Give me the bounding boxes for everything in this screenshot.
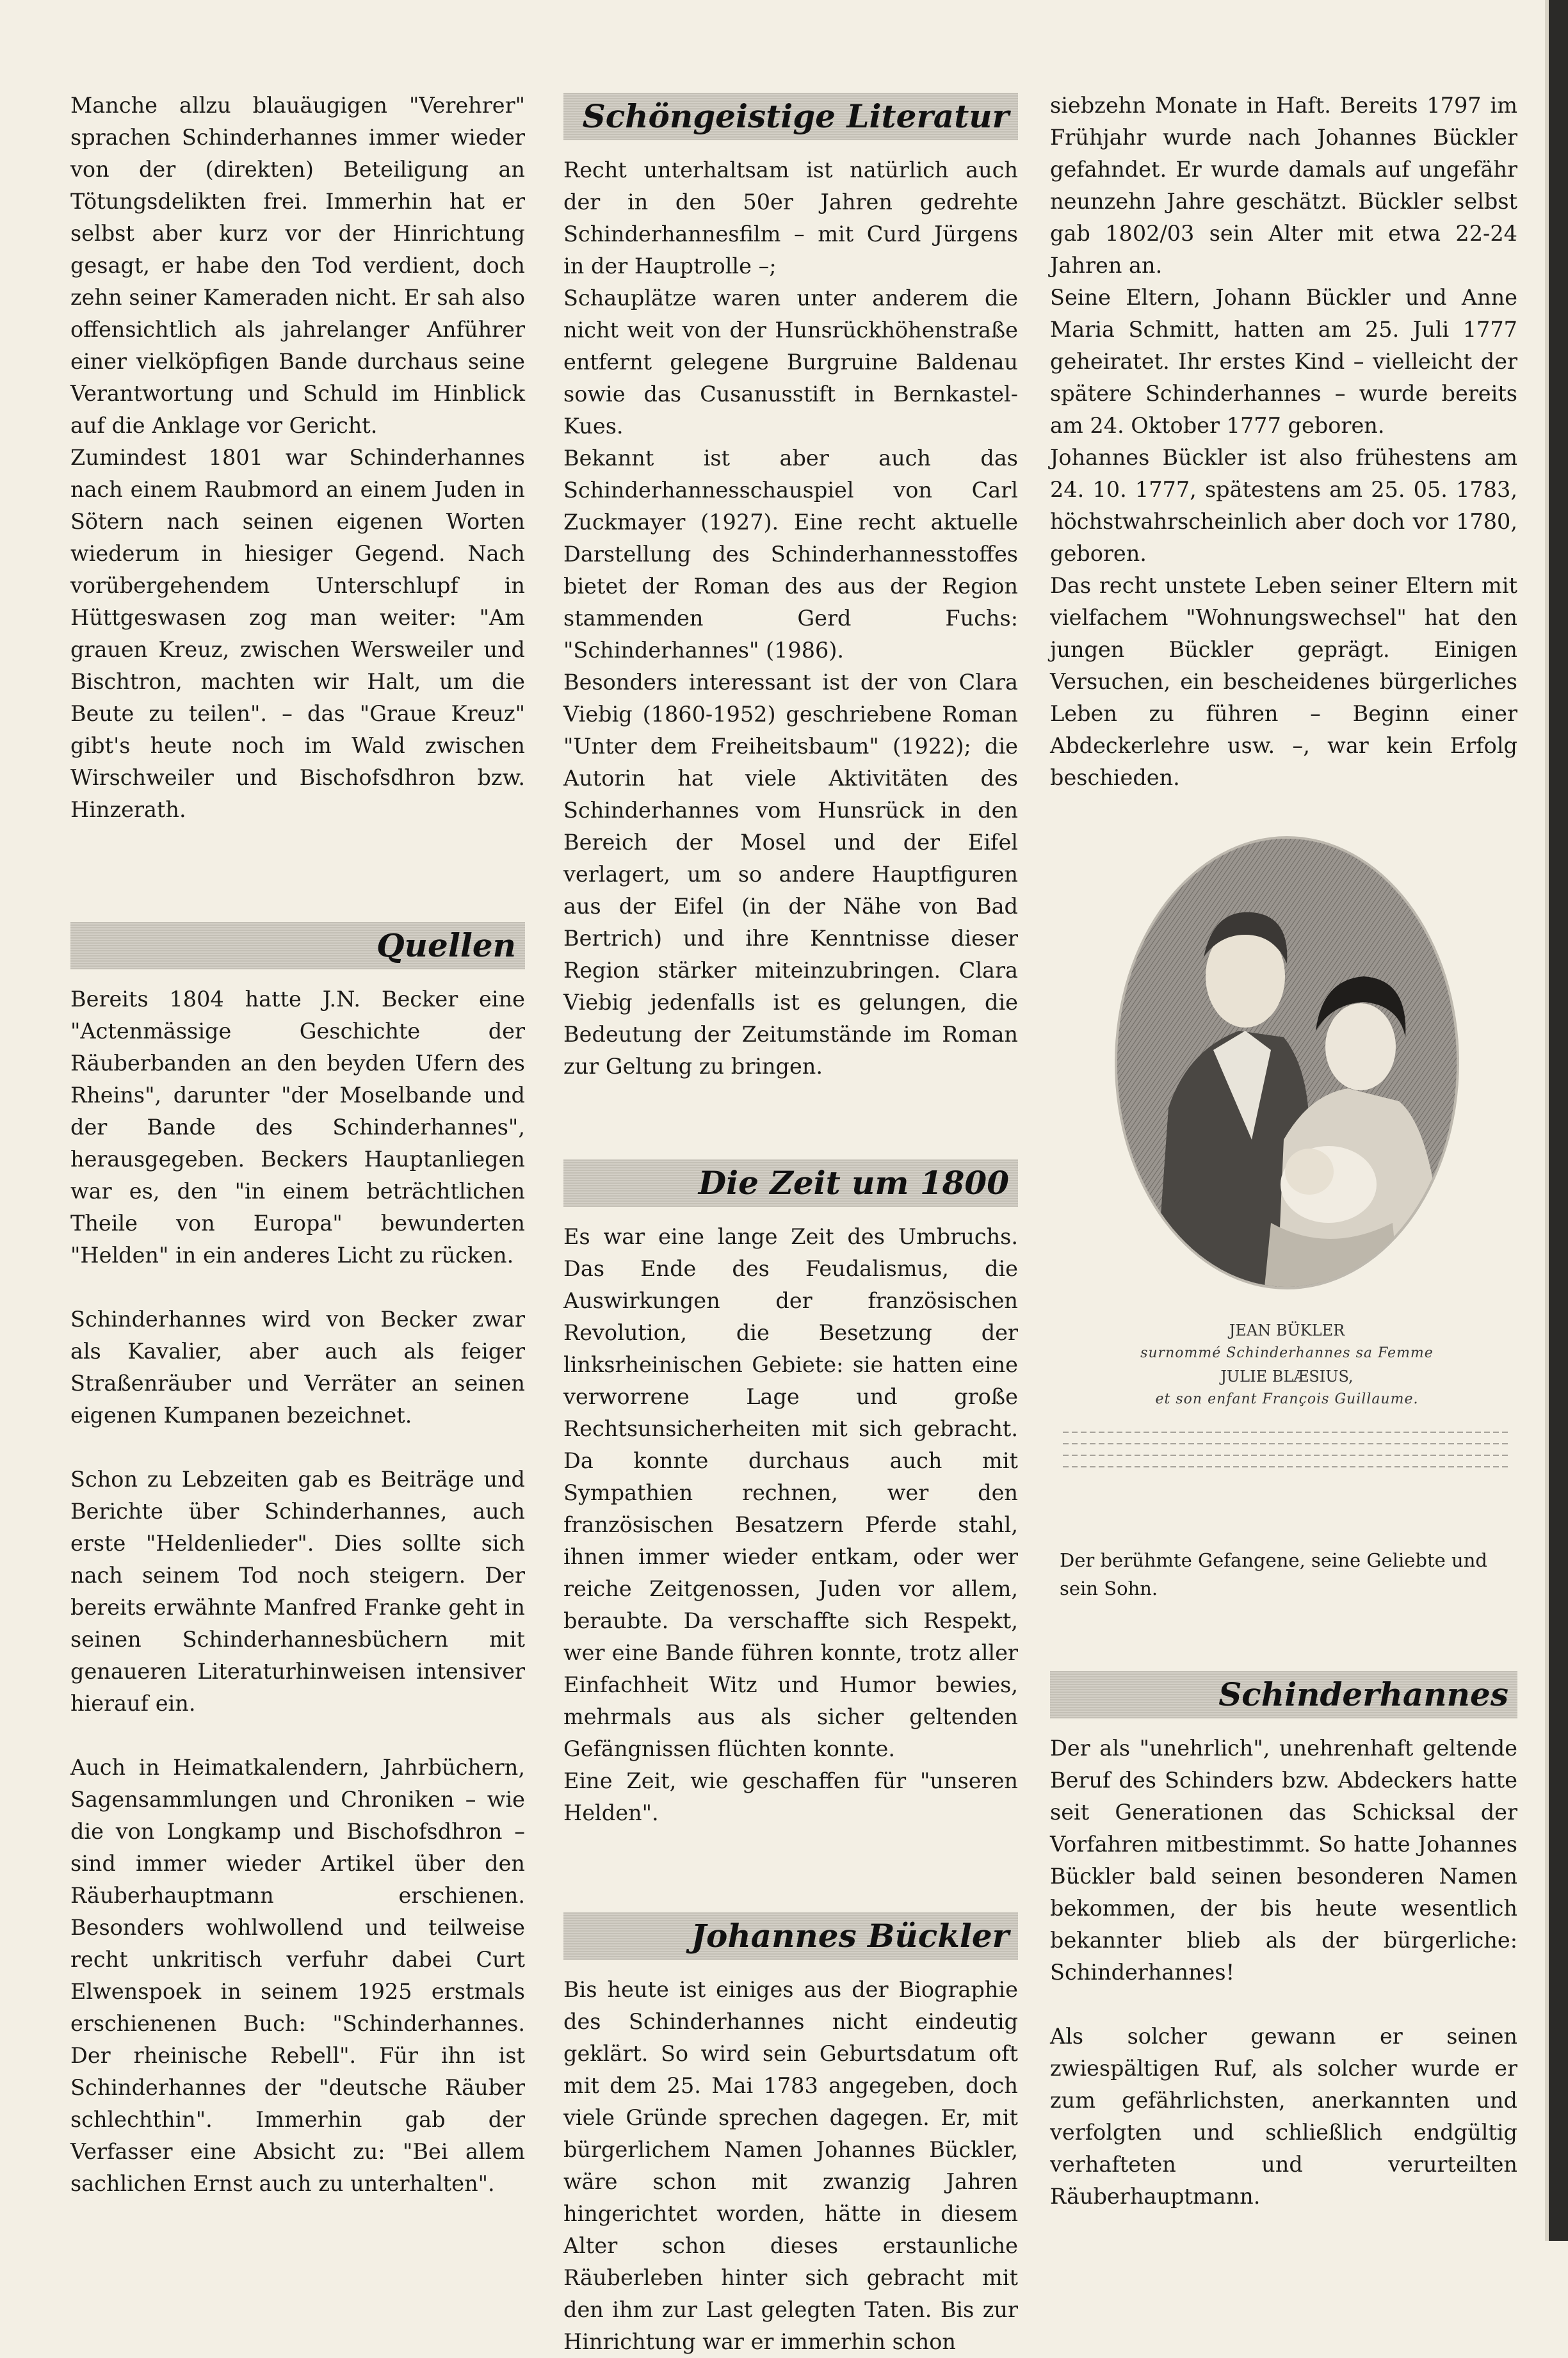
- paragraph: siebzehn Monate in Haft. Bereits 1797 im Frühjahr wurde nach Johannes Bückler gefahndet. Er wurde damals auf ungefähr neunzehn Jahre geschätzt. Bückler selbst gab 1802/03 sein Alter mit etwa 22-24 Jahren an.: [1050, 93, 1517, 278]
- section-heading-zeit: [563, 1159, 1018, 1207]
- paragraph: Bis heute ist einiges aus der Biographie des Schinderhannes nicht eindeutig geklärt. So wird sein Geburtsdatum oft mit dem 25. Mai 1783 angegeben, doch viele Gründe sprechen dagegen. Er, mit bürgerlichem Namen Johannes Bückler, wäre schon mit zwanzig Jahren hingerichtet worden, hätte in diesem Alter schon dieses erstaunliche Räuberleben hinter sich gebracht mit den ihm zur Last gelegten Taten. Bis zur Hinrichtung war er immerhin schon: [563, 1977, 1018, 2354]
- heading-text: Schöngeistige Literatur: [582, 97, 1009, 135]
- paragraph: Es war eine lange Zeit des Umbruchs. Das Ende des Feudalismus, die Auswirkungen der französischen Revolution, die Besetzung der linksrheinischen Gebiete: sie hatten eine verworrene Lage und große Rechtsunsicherheiten mit sich gebracht. Da konnte durchaus auch mit Sympathien rechnen, wer den französischen Besatzern Pferde stahl, ihnen immer wieder entkam, oder wer reiche Zeitgenossen, Juden vor allem, beraubte. Da verschaffte sich Respekt, wer eine Bande führen konnte, trotz aller Einfachheit Witz und Humor bewies, mehrmals aus als sicher geltenden Gefängnissen flüchten konnte.: [563, 1224, 1018, 1761]
- column-left: [70, 90, 525, 2200]
- section-heading-schinderhannes: [1050, 1671, 1517, 1718]
- heading-text: Die Zeit um 1800: [698, 1164, 1009, 1202]
- paragraph: Schauplätze waren unter anderem die nicht weit von der Hunsrückhöhenstraße entfernt gelegene Burgruine Baldenau sowie das Cusanusstift in Bernkastel-Kues.: [563, 286, 1018, 439]
- paragraph: Seine Eltern, Johann Bückler und Anne Maria Schmitt, hatten am 25. Juli 1777 geheiratet. Ihr erstes Kind – vielleicht der spätere Schinderhannes – wurde bereits am 24. Oktober 1777 geboren.: [1050, 285, 1517, 438]
- heading-text: Quellen: [376, 926, 516, 964]
- inscription-line: JULIE BLÆSIUS,: [1220, 1368, 1354, 1385]
- engraving-portrait: [1063, 839, 1511, 1479]
- column-right-lower: [1050, 1671, 1517, 2213]
- inscription-line: JEAN BÜKLER: [1229, 1321, 1345, 1339]
- paragraph: Bereits 1804 hatte J.N. Becker eine "Actenmässige Geschichte der Räuberbanden an den beyden Ufern des Rheins", darunter "der Moselbande und der Bande des Schinderhannes", herausgegeben. Beckers Hauptanliegen war es, den "in einem beträchtlichen Theile von Europa" bewunderten "Helden" in ein anderes Licht zu rücken.: [70, 987, 525, 1268]
- paragraph: Das recht unstete Leben seiner Eltern mit vielfachem "Wohnungswechsel" hat den jungen Bückler geprägt. Einigen Versuchen, ein bescheidenes bürgerliches Leben zu führen – Beginn einer Abdeckerlehre usw. –, war kein Erfolg beschieden.: [1050, 573, 1517, 790]
- paragraph: Eine Zeit, wie geschaffen für "unseren Helden".: [563, 1768, 1018, 1825]
- paragraph: Manche allzu blauäugigen "Verehrer" sprachen Schinderhannes immer wieder von der (direkten) Beteiligung an Tötungsdelikten frei. Immerhin hat er selbst aber kurz vor der Hinrichtung gesagt, er habe den Tod verdient, doch zehn seiner Kameraden nicht. Er sah also offensichtlich als jahrelanger Anführer einer vielköpfigen Bande durchaus seine Verantwortung und Schuld im Hinblick auf die Anklage vor Gericht.: [70, 93, 525, 438]
- section-heading-literatur: [563, 93, 1018, 140]
- column-right: [1050, 90, 1517, 794]
- paragraph: Zumindest 1801 war Schinderhannes nach einem Raubmord an einem Juden in Sötern nach seinen eigenen Worten wiederum in hiesiger Gegend. Nach vorübergehendem Unterschlupf in Hüttgeswasen zog man weiter: "Am grauen Kreuz, zwischen Wersweiler und Bischtron, machten wir Halt, um die Beute zu teilen". – das "Graue Kreuz" gibt's heute noch im Wald zwischen Wirschweiler und Bischofsdhron bzw. Hinzerath.: [70, 445, 525, 822]
- paragraph: Besonders interessant ist der von Clara Viebig (1860-1952) geschriebene Roman "Unter dem Freiheitsbaum" (1922); die Autorin hat viele Aktivitäten des Schinderhannes vom Hunsrück in den Bereich der Mosel und der Eifel verlagert, um so andere Hauptfiguren aus der Eifel (in der Nähe von Bad Bertrich) und ihre Kenntnisse dieser Region stärker miteinzubringen. Clara Viebig jedenfalls ist es gelungen, die Bedeutung der Zeitumstände im Roman zur Geltung zu bringen.: [563, 670, 1018, 1079]
- paragraph: Bekannt ist aber auch das Schinderhannesschauspiel von Carl Zuckmayer (1927). Eine recht aktuelle Darstellung des Schinderhannesstoffes bietet der Roman des aus der Region stammenden Gerd Fuchs: "Schinderhannes" (1986).: [563, 446, 1018, 663]
- engraving-inscription: [1063, 1319, 1511, 1411]
- paragraph: Schinderhannes wird von Becker zwar als Kavalier, aber auch als feiger Straßenräuber und Verräter an seinen eigenen Kumpanen bezeichnet.: [70, 1307, 525, 1428]
- paragraph: Der als "unehrlich", unehrenhaft geltende Beruf des Schinders bzw. Abdeckers hatte seit Generationen das Schicksal der Vorfahren mitbestimmt. So hatte Johannes Bückler bald seinen besonderen Namen bekommen, der bis heute wesentlich bekannter blieb als der bürgerliche: Schinderhannes!: [1050, 1736, 1517, 1985]
- column-middle: [563, 93, 1018, 2358]
- portrait-oval: [1117, 839, 1457, 1287]
- inscription-line: surnommé Schinderhannes sa Femme: [1140, 1345, 1434, 1361]
- family-portrait-illustration: [1117, 839, 1457, 1287]
- inscription-line: et son enfant François Guillaume.: [1155, 1391, 1419, 1407]
- page-edge-dark: [1549, 0, 1568, 2241]
- portrait-caption: Der berühmte Gefangene, seine Geliebte und sein Sohn.: [1060, 1549, 1487, 1599]
- paragraph: Als solcher gewann er seinen zwiespältigen Ruf, als solcher wurde er zum gefährlichsten, anerkannten und verfolgten und schließlich endgültig verhafteten und verurteilten Räuberhauptmann.: [1050, 2024, 1517, 2209]
- paragraph: Johannes Bückler ist also frühestens am 24. 10. 1777, spätestens am 25. 05. 1783, höchstwahrscheinlich aber doch vor 1780, geboren.: [1050, 445, 1517, 566]
- engraving-fine-script: [1063, 1421, 1511, 1478]
- section-heading-bueckler: [563, 1912, 1018, 1960]
- heading-text: Johannes Bückler: [691, 1917, 1009, 1955]
- paragraph: Recht unterhaltsam ist natürlich auch der in den 50er Jahren gedrehte Schinderhannesfilm – mit Curd Jürgens in der Hauptrolle –;: [563, 157, 1018, 279]
- paragraph: Auch in Heimatkalendern, Jahrbüchern, Sagensammlungen und Chroniken – wie die von Longkamp und Bischofsdhron – sind immer wieder Artikel über den Räuberhauptmann erschienen. Besonders wohlwollend und teilweise recht unkritisch verfuhr dabei Curt Elwenspoek in seinem 1925 erstmals erschienenen Buch: "Schinderhannes. Der rheinische Rebell". Für ihn ist Schinderhannes der "deutsche Räuber schlechthin". Immerhin gab der Verfasser eine Absicht zu: "Bei allem sachlichen Ernst auch zu unterhalten".: [70, 1755, 525, 2196]
- section-heading-quellen: [70, 922, 525, 969]
- paragraph: Schon zu Lebzeiten gab es Beiträge und Berichte über Schinderhannes, auch erste "Heldenlieder". Dies sollte sich nach seinem Tod noch steigern. Der bereits erwähnte Manfred Franke geht in seinen Schinderhannesbüchern mit genaueren Literaturhinweisen intensiver hierauf ein.: [70, 1467, 525, 1716]
- heading-text: Schinderhannes: [1218, 1676, 1508, 1713]
